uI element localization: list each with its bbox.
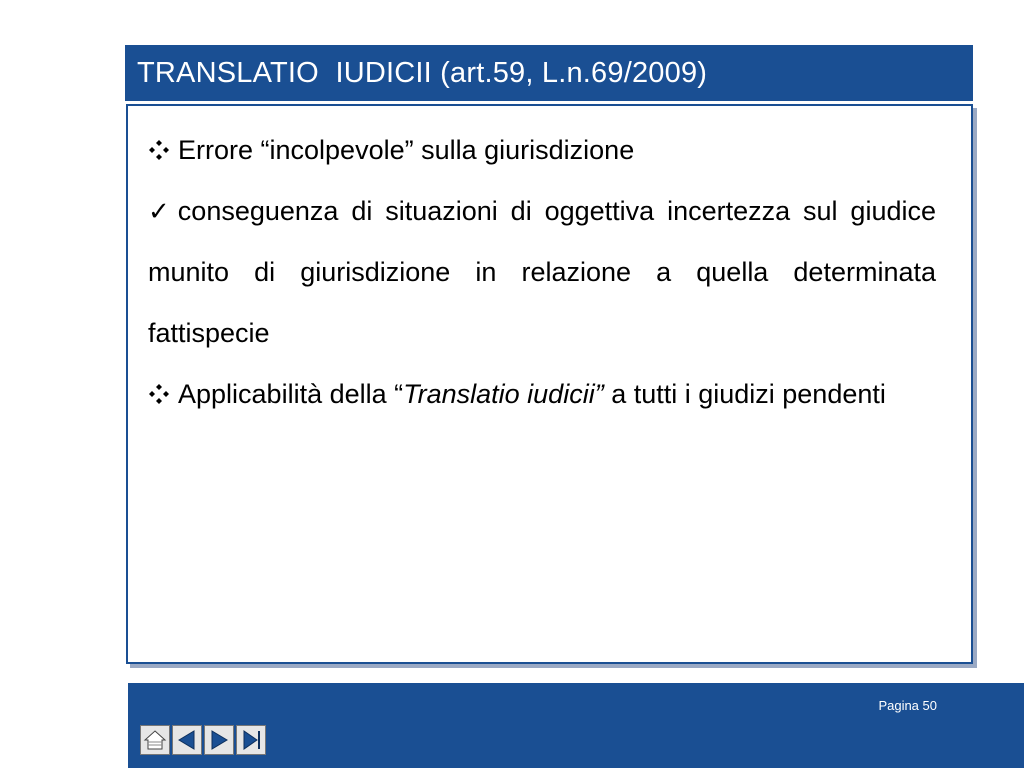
content-body <box>148 120 936 425</box>
nav-buttons <box>140 725 266 755</box>
previous-button[interactable] <box>172 725 202 755</box>
bullet-2-text: conseguenza di situazioni di oggettiva incertezza sul giudice munito di giurisdizione in relazione a quella determinata fattispecie <box>148 196 936 348</box>
home-icon <box>143 729 167 751</box>
content-box <box>126 104 973 664</box>
next-arrow-icon <box>208 729 230 751</box>
last-button[interactable] <box>236 725 266 755</box>
four-diamond-bullet-icon <box>148 120 170 181</box>
previous-arrow-icon <box>176 729 198 751</box>
bullet-3-text-after: a tutti i giudizi pendenti <box>603 379 886 409</box>
bullet-3-text-italic: Translatio iudicii” <box>403 379 604 409</box>
four-diamond-bullet-icon <box>148 364 170 425</box>
footer-bar <box>128 683 1024 768</box>
bullet-item-3 <box>148 364 936 425</box>
page-number: Pagina 50 <box>878 698 937 713</box>
bullet-item-1 <box>148 120 936 181</box>
checkmark-icon: ✓ <box>148 196 170 226</box>
home-button[interactable] <box>140 725 170 755</box>
slide-title: TRANSLATIO IUDICII (art.59, L.n.69/2009) <box>137 56 708 89</box>
last-arrow-icon <box>240 729 262 751</box>
bullet-1-text: Errore “incolpevole” sulla giurisdizione <box>178 135 635 165</box>
bullet-item-2 <box>148 181 936 364</box>
next-button[interactable] <box>204 725 234 755</box>
title-bar <box>125 45 973 101</box>
bullet-3-text-before: Applicabilità della “ <box>178 379 404 409</box>
